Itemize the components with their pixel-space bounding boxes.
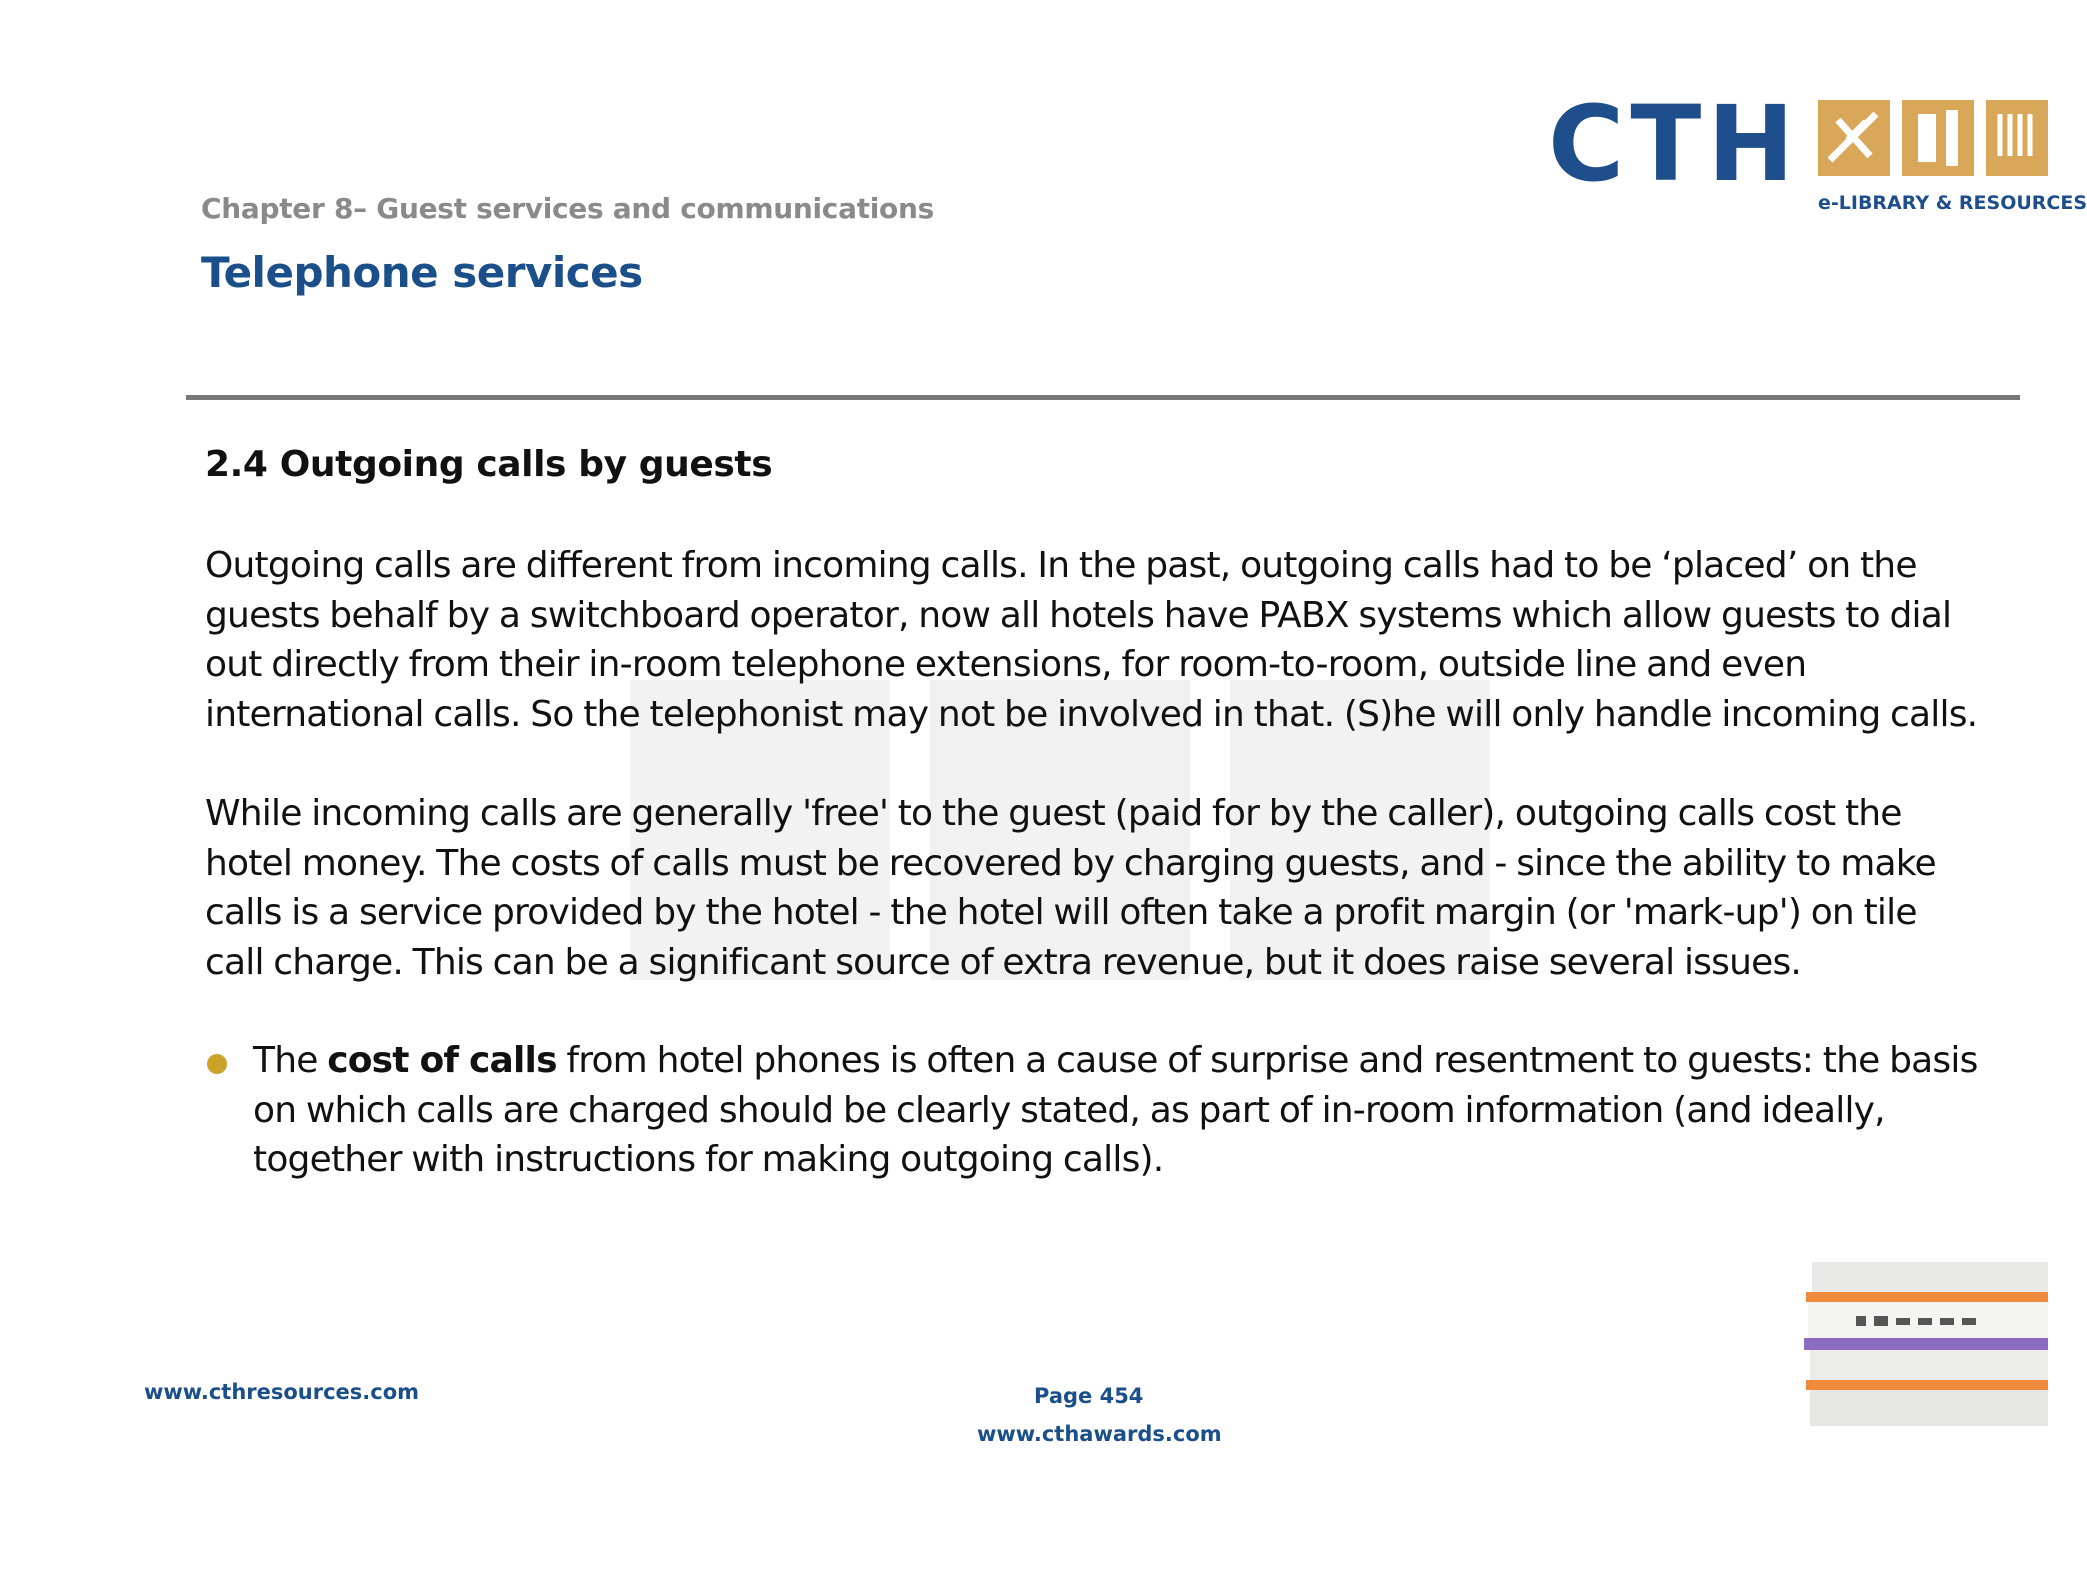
bullet-prefix: The [253,1040,328,1081]
page-number: Page 454 [1034,1384,1144,1408]
divider [186,395,2020,400]
paragraph-line: out directly from their in-room telephone extensions, for room-to-room, outside line and even [205,644,1807,686]
paragraph-1 [205,541,2005,740]
paragraph-line: calls is a service provided by the hotel - the hotel will often take a profit margin (or 'mark-up') on tile [205,892,1917,934]
bullet-line-1 [253,1036,2053,1086]
paragraph-2 [205,789,2005,988]
footer-link-awards[interactable]: www.cthawards.com [977,1422,1222,1446]
page-title: Telephone services [201,248,643,297]
bullet-bold-term: cost of calls [327,1040,557,1081]
paragraph-line: Outgoing calls are different from incoming calls. In the past, outgoing calls had to be ‘placed’ on the [205,545,1917,586]
paragraph-line: hotel money. The costs of calls must be recovered by charging guests, and - since the ability to make [205,842,1936,884]
section-heading: 2.4 Outgoing calls by guests [205,444,773,485]
fork-icon [1918,114,1936,162]
logo-icons [1818,100,2048,180]
logo-tagline: e-LIBRARY & RESOURCES [1818,192,2087,214]
cth-logo [1548,83,2087,220]
paragraph-line: international calls. So the telephonist may not be involved in that. (S)he will only handle incoming calls. [205,694,1978,736]
logo-wordmark: CTH [1548,83,1801,205]
bullet-item [253,1036,2053,1185]
bullet-icon [207,1054,227,1074]
paragraph-line: guests behalf by a switchboard operator, now all hotels have PABX systems which allow guests to dial [205,594,1952,636]
paragraph-line: call charge. This can be a significant source of extra revenue, but it does raise several issues. [205,942,1802,984]
bullet-line-3: together with instructions for making outgoing calls). [253,1139,1164,1181]
footer-link-resources[interactable]: www.cthresources.com [144,1380,420,1404]
books-image [1800,1262,2048,1432]
knife-icon [1946,110,1958,166]
bullet-line-1-rest: from hotel phones is often a cause of surprise and resentment to guests: the basis [556,1040,1978,1081]
paragraph-line: While incoming calls are generally 'free' to the guest (paid for by the caller), outgoing calls cost the [205,793,1902,834]
chapter-label: Chapter 8– Guest services and communications [201,192,934,225]
bullet-line-2: on which calls are charged should be clearly stated, as part of in-room information (and ideally, [253,1089,1885,1131]
